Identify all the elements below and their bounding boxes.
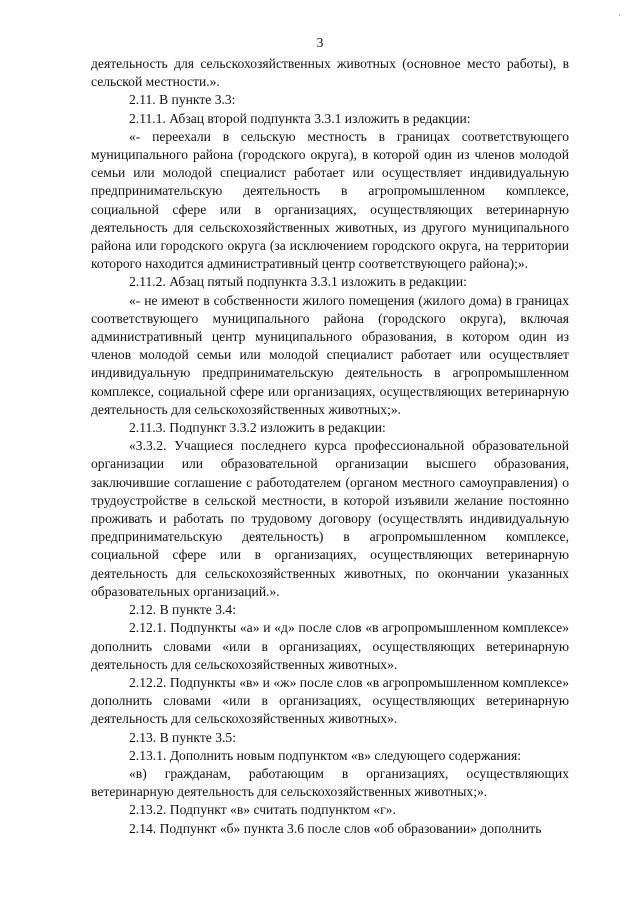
- paragraph: 2.11.2. Абзац пятый подпункта 3.3.1 изложить в редакции:: [129, 274, 467, 290]
- paragraph: 2.13.2. Подпункт «в» считать подпунктом «г».: [129, 802, 396, 818]
- page-number: 3: [316, 35, 324, 50]
- document-body: [91, 55, 569, 838]
- paragraph: 2.11.3. Подпункт 3.3.2 изложить в редакции:: [129, 420, 386, 436]
- paragraph: 2.12.1. Подпункты «а» и «д» после слов «в агропромышленном комплексе» дополнить словами «или в организациях, осуществляющих ветеринарную деятельность для сельскохозяйственных животных».: [91, 620, 569, 672]
- paragraph: 2.13. В пункте 3.5:: [129, 729, 236, 745]
- paragraph: 2.12. В пункте 3.4:: [129, 602, 236, 618]
- paragraph: 2.14. Подпункт «б» пункта 3.6 после слов «об образовании» дополнить: [129, 820, 542, 836]
- paragraph: 2.13.1. Дополнить новым подпунктом «в» следующего содержания:: [129, 747, 521, 763]
- corner-mark: ·: [618, 10, 621, 20]
- paragraph: «3.3.2. Учащиеся последнего курса профессиональной образовательной организации или образовательной организации высшего образования, заключившие соглашение с работодателем (органом местного самоуправления) о трудоустройстве в сельской местности, в которой изъявили желание постоянно проживать и работать по трудовому договору (осуществлять индивидуальную предпринимательскую деятельность) в агропромышленном комплексе, социальной сфере или в организациях, осуществляющих ветеринарную деятельность для сельскохозяйственных животных, по окончании указанных образовательных организаций.».: [91, 438, 569, 599]
- paragraph: 2.12.2. Подпункты «в» и «ж» после слов «в агропромышленном комплексе» дополнить словами «или в организациях, осуществляющих ветеринарную деятельность для сельскохозяйственных животных».: [91, 674, 569, 727]
- paragraph: «в) гражданам, работающим в организациях, осуществляющих ветеринарную деятельность для сельскохозяйственных животных;».: [91, 765, 569, 800]
- paragraph: деятельность для сельскохозяйственных животных (основное место работы), в сельской местности.».: [91, 56, 569, 90]
- paragraph: «- переехали в сельскую местность в границах соответствующего муниципального района (городского округа), в которой один из членов молодой семьи или молодой специалист работает или осуществляет индивидуальную предпринимательскую деятельность в агропромышленном комплексе, социальной сфере или в организациях, осуществляющих ветеринарную деятельность для сельскохозяйственных животных, из другого муниципального района или городского округа (за исключением городского округа, на территории которого находится административный центр соответствующего района);».: [91, 128, 569, 272]
- paragraph: «- не имеют в собственности жилого помещения (жилого дома) в границах соответствующего муниципального района (городского округа), включая административный центр муниципального образования, в котором один из членов молодой семьи или молодой специалист работает или осуществляет индивидуальную предпринимательскую деятельность в агропромышленном комплексе, социальной сфере или организациях, осуществляющих ветеринарную деятельность для сельскохозяйственных животных;».: [91, 292, 569, 417]
- paragraph: 2.11.1. Абзац второй подпункта 3.3.1 изложить в редакции:: [129, 110, 471, 126]
- paragraph: 2.11. В пункте 3.3:: [129, 92, 236, 108]
